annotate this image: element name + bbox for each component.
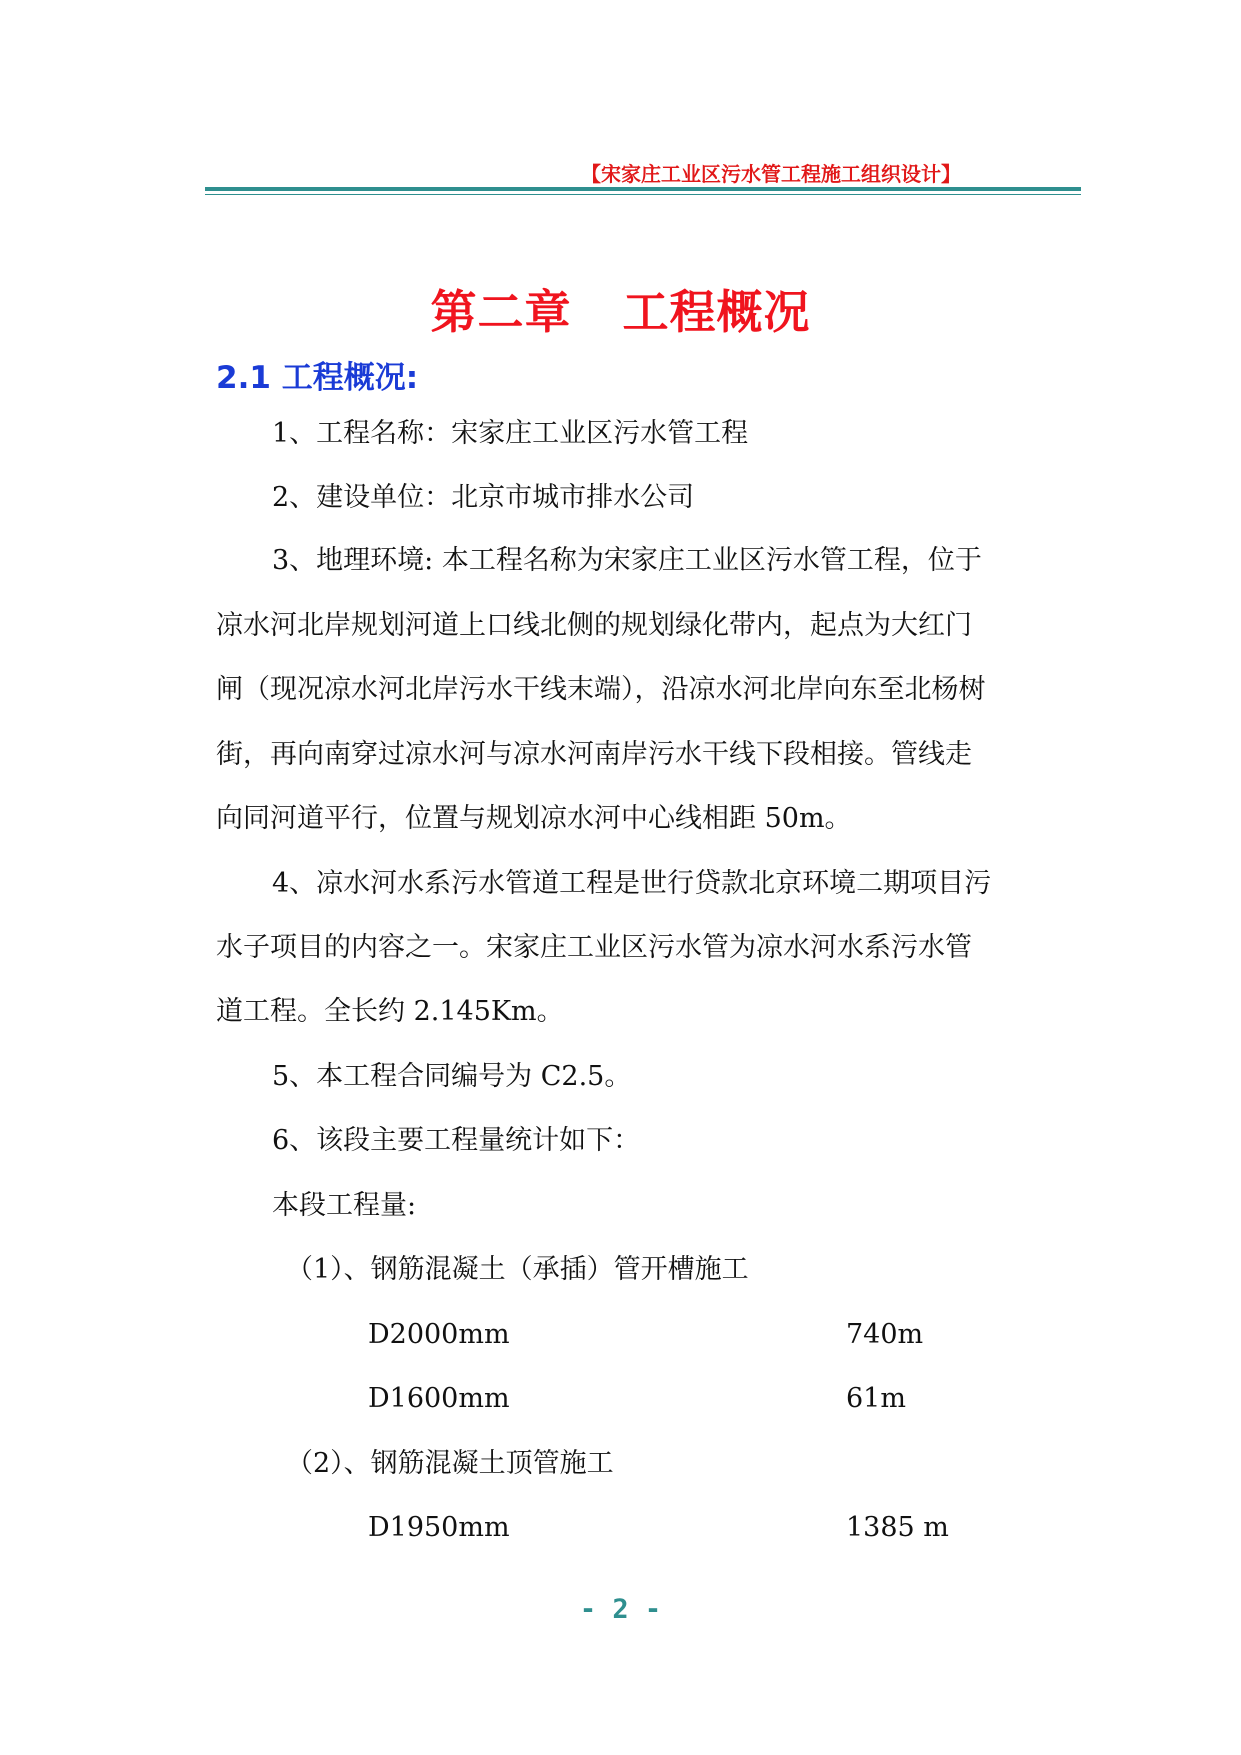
quantity-group-title: （2）、钢筋混凝土顶管施工 bbox=[286, 1448, 614, 1479]
page-number: - 2 - bbox=[579, 1594, 662, 1625]
item-contract-number: 5、本工程合同编号为 C2.5。 bbox=[272, 1061, 632, 1092]
paragraph-line: 4、凉水河水系污水管道工程是世行贷款北京环境二期项目污 bbox=[272, 868, 992, 899]
quantity-group-title: （1）、钢筋混凝土（承插）管开槽施工 bbox=[286, 1254, 749, 1285]
quantity-amount: 61m bbox=[846, 1383, 906, 1414]
header-rule-thin bbox=[205, 194, 1081, 195]
paragraph-line: 道工程。全长约 2.145Km。 bbox=[216, 996, 564, 1027]
header-rule-thick bbox=[205, 187, 1081, 191]
paragraph-line: 闸（现况凉水河北岸污水干线末端），沿凉水河北岸向东至北杨树 bbox=[216, 674, 986, 705]
quantity-amount: 1385 m bbox=[846, 1512, 949, 1543]
item-project-name: 1、工程名称：宋家庄工业区污水管工程 bbox=[272, 418, 749, 449]
paragraph-line: 向同河道平行，位置与规划凉水河中心线相距 50m。 bbox=[216, 803, 852, 834]
quantity-spec: D2000mm bbox=[368, 1319, 510, 1350]
paragraph-line: 3、地理环境: 本工程名称为宋家庄工业区污水管工程，位于 bbox=[272, 545, 982, 576]
quantities-heading: 本段工程量: bbox=[272, 1190, 417, 1221]
quantity-spec: D1600mm bbox=[368, 1383, 510, 1414]
item-quantities-intro: 6、该段主要工程量统计如下： bbox=[272, 1125, 641, 1156]
paragraph-line: 凉水河北岸规划河道上口线北侧的规划绿化带内，起点为大红门 bbox=[216, 610, 972, 641]
quantity-spec: D1950mm bbox=[368, 1512, 510, 1543]
paragraph-line: 街，再向南穿过凉水河与凉水河南岸污水干线下段相接。管线走 bbox=[216, 739, 972, 770]
document-header-title: 【宋家庄工业区污水管工程施工组织设计】 bbox=[581, 162, 961, 186]
chapter-title: 第二章 工程概况 bbox=[430, 285, 811, 339]
item-builder: 2、建设单位：北京市城市排水公司 bbox=[272, 482, 695, 513]
quantity-amount: 740m bbox=[846, 1319, 924, 1350]
paragraph-line: 水子项目的内容之一。宋家庄工业区污水管为凉水河水系污水管 bbox=[216, 932, 972, 963]
section-title: 2.1 工程概况: bbox=[216, 360, 419, 396]
